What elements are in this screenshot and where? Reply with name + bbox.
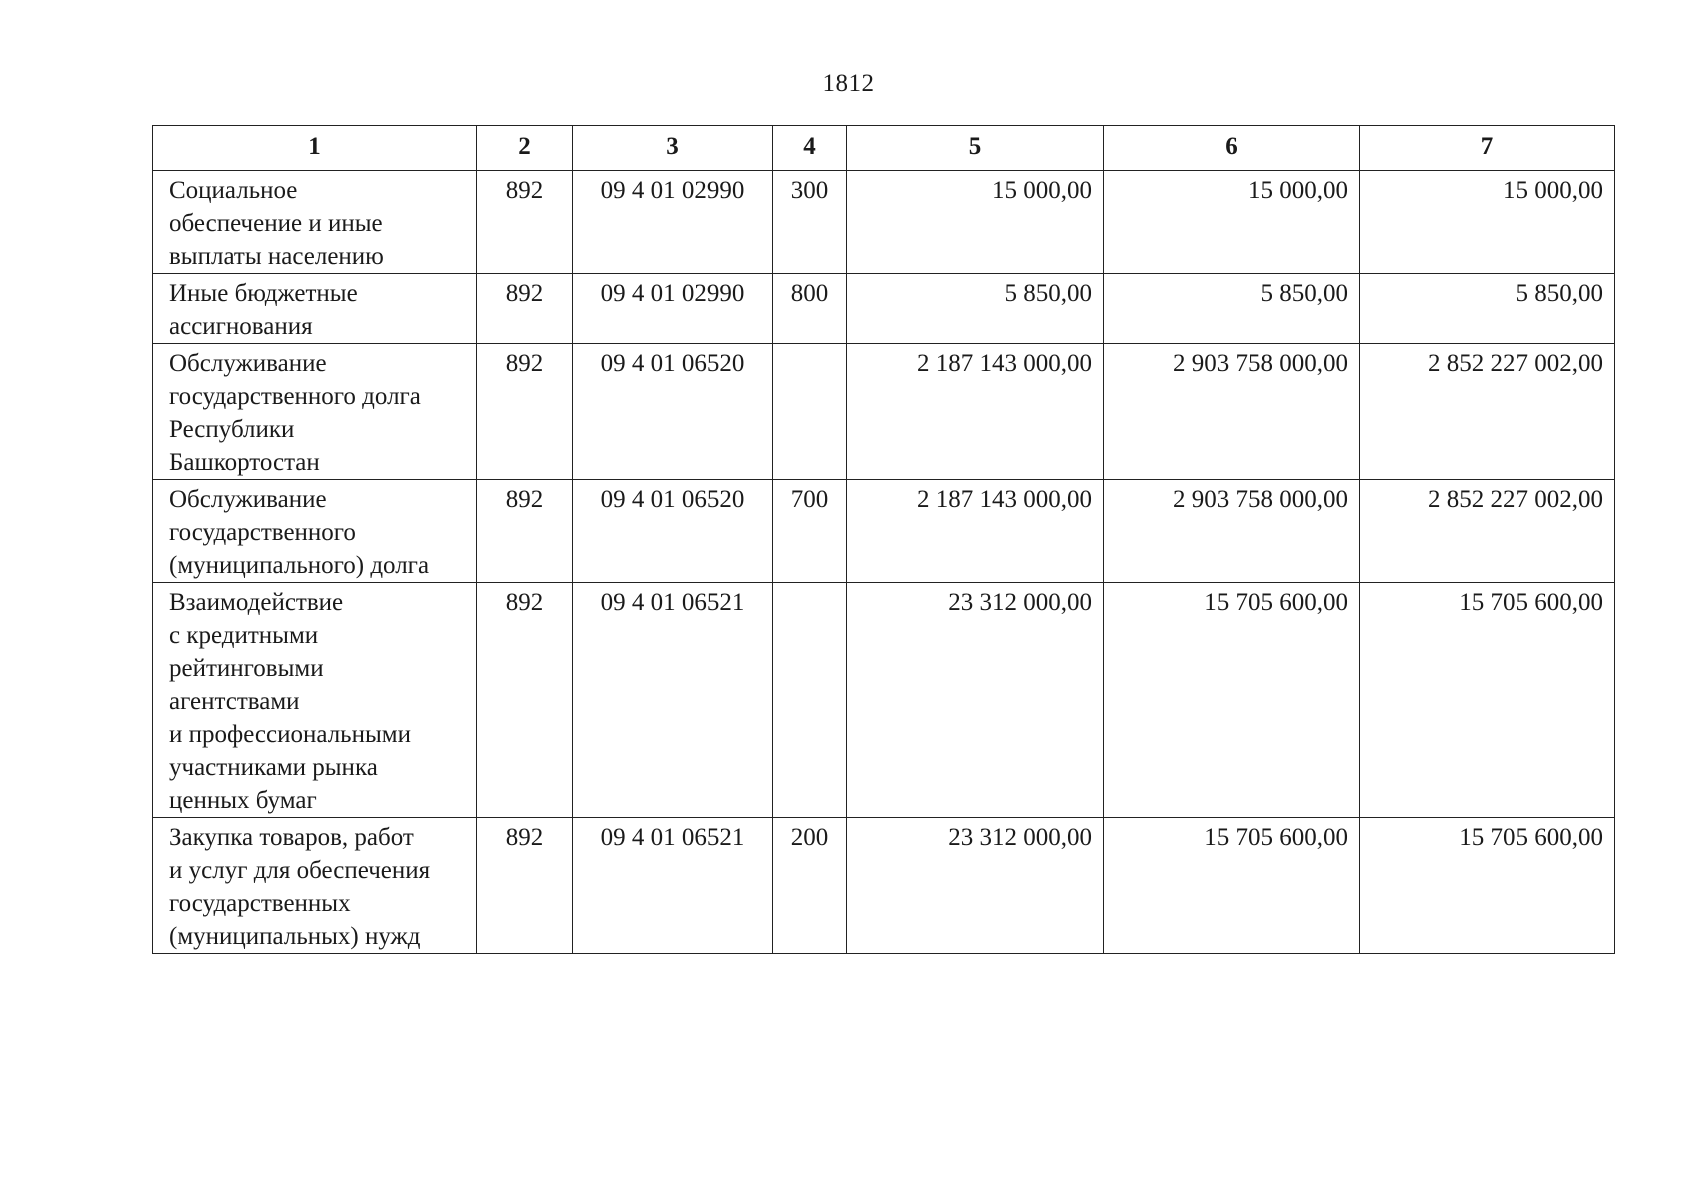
- table-row: [153, 583, 1615, 818]
- admin-code-cell: 892: [477, 274, 573, 344]
- budget-table: [152, 125, 1615, 954]
- column-header: 2: [477, 126, 573, 171]
- amount-cell-col5: 23 312 000,00: [847, 818, 1104, 954]
- amount-cell-col7: 2 852 227 002,00: [1360, 344, 1615, 480]
- row-name-cell: Взаимодействие с кредитными рейтинговыми агентствами и профессиональными участниками рынка ценных бумаг: [153, 583, 477, 818]
- column-header: 6: [1104, 126, 1360, 171]
- column-header: 3: [573, 126, 773, 171]
- amount-cell-col5: 5 850,00: [847, 274, 1104, 344]
- amount-cell-col5: 2 187 143 000,00: [847, 480, 1104, 583]
- target-article-cell: 09 4 01 06520: [573, 480, 773, 583]
- amount-cell-col5: 23 312 000,00: [847, 583, 1104, 818]
- table-row: [153, 274, 1615, 344]
- column-header: 4: [773, 126, 847, 171]
- amount-cell-col7: 2 852 227 002,00: [1360, 480, 1615, 583]
- admin-code-cell: 892: [477, 583, 573, 818]
- target-article-cell: 09 4 01 06521: [573, 818, 773, 954]
- amount-cell-col6: 15 705 600,00: [1104, 818, 1360, 954]
- expense-type-cell: [773, 344, 847, 480]
- admin-code-cell: 892: [477, 818, 573, 954]
- amount-cell-col7: 15 705 600,00: [1360, 583, 1615, 818]
- table-row: [153, 344, 1615, 480]
- amount-cell-col6: 15 705 600,00: [1104, 583, 1360, 818]
- column-header: 7: [1360, 126, 1615, 171]
- target-article-cell: 09 4 01 06521: [573, 583, 773, 818]
- table-row: [153, 818, 1615, 954]
- column-header: 5: [847, 126, 1104, 171]
- row-name-cell: Обслуживание государственного долга Республики Башкортостан: [153, 344, 477, 480]
- column-header: 1: [153, 126, 477, 171]
- amount-cell-col7: 5 850,00: [1360, 274, 1615, 344]
- amount-cell-col7: 15 705 600,00: [1360, 818, 1615, 954]
- amount-cell-col6: 2 903 758 000,00: [1104, 480, 1360, 583]
- row-name-cell: Иные бюджетные ассигнования: [153, 274, 477, 344]
- row-name-cell: Социальное обеспечение и иные выплаты населению: [153, 171, 477, 274]
- expense-type-cell: 800: [773, 274, 847, 344]
- row-name-cell: Закупка товаров, работ и услуг для обеспечения государственных (муниципальных) нужд: [153, 818, 477, 954]
- table-header-row: [153, 126, 1615, 171]
- table-row: [153, 480, 1615, 583]
- row-name-cell: Обслуживание государственного (муниципального) долга: [153, 480, 477, 583]
- page-number: 1812: [822, 70, 875, 97]
- amount-cell-col5: 15 000,00: [847, 171, 1104, 274]
- table-row: [153, 171, 1615, 274]
- admin-code-cell: 892: [477, 480, 573, 583]
- admin-code-cell: 892: [477, 344, 573, 480]
- expense-type-cell: 700: [773, 480, 847, 583]
- amount-cell-col5: 2 187 143 000,00: [847, 344, 1104, 480]
- admin-code-cell: 892: [477, 171, 573, 274]
- amount-cell-col6: 2 903 758 000,00: [1104, 344, 1360, 480]
- target-article-cell: 09 4 01 02990: [573, 171, 773, 274]
- expense-type-cell: 200: [773, 818, 847, 954]
- target-article-cell: 09 4 01 06520: [573, 344, 773, 480]
- amount-cell-col7: 15 000,00: [1360, 171, 1615, 274]
- amount-cell-col6: 5 850,00: [1104, 274, 1360, 344]
- target-article-cell: 09 4 01 02990: [573, 274, 773, 344]
- expense-type-cell: [773, 583, 847, 818]
- amount-cell-col6: 15 000,00: [1104, 171, 1360, 274]
- expense-type-cell: 300: [773, 171, 847, 274]
